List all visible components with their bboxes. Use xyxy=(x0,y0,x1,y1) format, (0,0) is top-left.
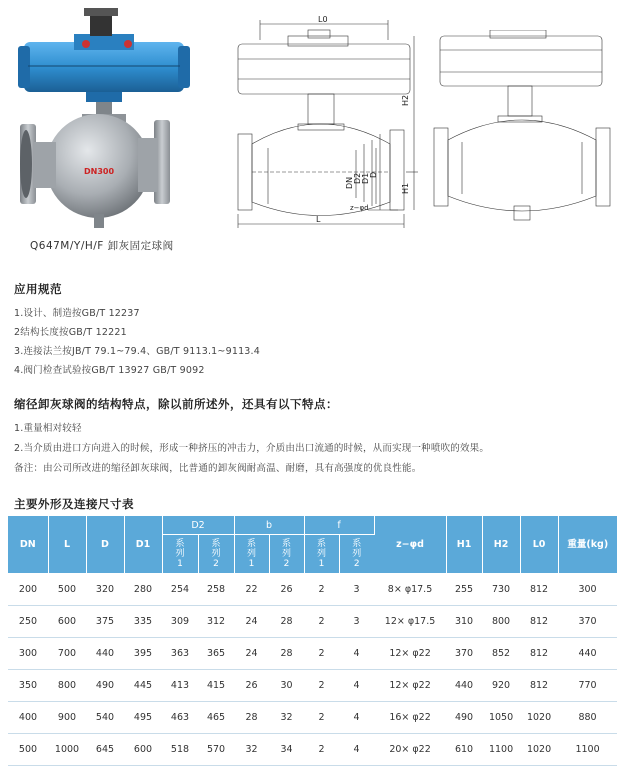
table-cell: 350 xyxy=(8,670,48,702)
dimension-table xyxy=(8,516,617,766)
table-cell: 4 xyxy=(339,638,374,670)
subheader-series-2: 系列2 xyxy=(198,535,234,574)
table-cell: 280 xyxy=(124,574,162,606)
table-cell: 440 xyxy=(446,670,482,702)
table-cell: 812 xyxy=(520,638,558,670)
table-cell: 335 xyxy=(124,606,162,638)
label-H2: H2 xyxy=(401,94,410,106)
table-cell: 370 xyxy=(446,638,482,670)
table-cell: 309 xyxy=(162,606,198,638)
table-cell: 880 xyxy=(558,702,617,734)
table-cell: 24 xyxy=(234,638,269,670)
table-cell: 570 xyxy=(198,734,234,766)
table-cell: 490 xyxy=(446,702,482,734)
features-title: 缩径卸灰球阀的结构特点，除以前所述外，还具有以下特点： xyxy=(14,397,338,411)
standard-item: 2结构长度按GB/T 12221 xyxy=(14,327,127,338)
subheader-series-1: 系列1 xyxy=(234,535,269,574)
table-cell: 495 xyxy=(124,702,162,734)
table-cell: 920 xyxy=(482,670,520,702)
table-cell: 812 xyxy=(520,606,558,638)
table-cell: 600 xyxy=(48,606,86,638)
subheader-series-1: 系列1 xyxy=(162,535,198,574)
side-view-drawing xyxy=(432,30,612,228)
table-cell: 1100 xyxy=(482,734,520,766)
subheader-series-2: 系列2 xyxy=(339,535,374,574)
label-D1: D1 xyxy=(361,172,370,184)
table-cell: 800 xyxy=(482,606,520,638)
table-cell: 12× φ17.5 xyxy=(374,606,446,638)
table-cell: 463 xyxy=(162,702,198,734)
table-cell: 375 xyxy=(86,606,124,638)
table-cell: 12× φ22 xyxy=(374,638,446,670)
table-cell: 645 xyxy=(86,734,124,766)
label-D: D xyxy=(369,171,378,178)
dimension-drawing xyxy=(228,14,418,230)
table-cell: 440 xyxy=(86,638,124,670)
table-cell: 2 xyxy=(304,574,339,606)
table-cell: 413 xyxy=(162,670,198,702)
table-cell: 852 xyxy=(482,638,520,670)
table-cell: 363 xyxy=(162,638,198,670)
product-caption: Q647M/Y/H/F 卸灰固定球阀 xyxy=(30,240,174,252)
label-zd: z−φd xyxy=(350,204,369,212)
table-cell: 30 xyxy=(269,670,304,702)
col-header-zd: z−φd xyxy=(374,516,446,574)
feature-item: 1.重量相对较轻 xyxy=(14,423,82,434)
table-cell: 28 xyxy=(234,702,269,734)
table-cell: 800 xyxy=(48,670,86,702)
table-cell: 2 xyxy=(304,606,339,638)
table-cell: 1020 xyxy=(520,702,558,734)
table-row xyxy=(8,702,617,734)
table-cell: 3 xyxy=(339,574,374,606)
table-cell: 610 xyxy=(446,734,482,766)
table-cell: 415 xyxy=(198,670,234,702)
table-cell: 2 xyxy=(304,702,339,734)
subheader-series-1: 系列1 xyxy=(304,535,339,574)
label-H1: H1 xyxy=(401,182,410,194)
table-cell: 16× φ22 xyxy=(374,702,446,734)
standard-item: 1.设计、制造按GB/T 12237 xyxy=(14,308,140,319)
table-cell: 490 xyxy=(86,670,124,702)
table-cell: 32 xyxy=(234,734,269,766)
valve-marking: DN300 xyxy=(84,167,115,176)
label-DN: DN xyxy=(345,176,354,189)
table-row xyxy=(8,606,617,638)
table-cell: 370 xyxy=(558,606,617,638)
table-cell: 400 xyxy=(8,702,48,734)
subheader-series-2: 系列2 xyxy=(269,535,304,574)
table-cell: 32 xyxy=(269,702,304,734)
table-cell: 312 xyxy=(198,606,234,638)
table-cell: 900 xyxy=(48,702,86,734)
table-cell: 2 xyxy=(304,670,339,702)
col-header-H1: H1 xyxy=(446,516,482,574)
table-cell: 4 xyxy=(339,734,374,766)
col-header-D1: D1 xyxy=(124,516,162,574)
table-cell: 540 xyxy=(86,702,124,734)
table-cell: 300 xyxy=(8,638,48,670)
table-cell: 4 xyxy=(339,702,374,734)
standard-item: 4.阀门检查试验按GB/T 13927 GB/T 9092 xyxy=(14,365,205,376)
table-cell: 20× φ22 xyxy=(374,734,446,766)
table-cell: 500 xyxy=(8,734,48,766)
table-cell: 28 xyxy=(269,638,304,670)
table-cell: 254 xyxy=(162,574,198,606)
table-cell: 200 xyxy=(8,574,48,606)
col-header-L: L xyxy=(48,516,86,574)
table-cell: 500 xyxy=(48,574,86,606)
col-header-DN: DN xyxy=(8,516,48,574)
table-cell: 365 xyxy=(198,638,234,670)
table-cell: 26 xyxy=(234,670,269,702)
standards-title: 应用规范 xyxy=(14,282,62,296)
table-row xyxy=(8,638,617,670)
table-cell: 3 xyxy=(339,606,374,638)
standard-item: 3.连接法兰按JB/T 79.1~79.4、GB/T 9113.1~9113.4 xyxy=(14,346,261,357)
table-cell: 8× φ17.5 xyxy=(374,574,446,606)
table-cell: 250 xyxy=(8,606,48,638)
col-header-L0: L0 xyxy=(520,516,558,574)
table-cell: 1000 xyxy=(48,734,86,766)
label-L: L xyxy=(316,215,321,224)
table-cell: 770 xyxy=(558,670,617,702)
table-cell: 2 xyxy=(304,734,339,766)
table-cell: 26 xyxy=(269,574,304,606)
table-cell: 445 xyxy=(124,670,162,702)
col-header-D: D xyxy=(86,516,124,574)
feature-item: 2.当介质由进口方向进入的时候，形成一种挤压的冲击力，介质由出口流通的时候，从而实现一种喷吹的效果。 xyxy=(14,443,490,454)
col-header-weight: 重量(kg) xyxy=(558,516,617,574)
col-header-f: f xyxy=(304,516,374,535)
table-cell: 1020 xyxy=(520,734,558,766)
table-cell: 310 xyxy=(446,606,482,638)
table-row xyxy=(8,734,617,766)
table-cell: 28 xyxy=(269,606,304,638)
valve-photo xyxy=(14,6,194,236)
table-row xyxy=(8,670,617,702)
table-cell: 465 xyxy=(198,702,234,734)
table-cell: 2 xyxy=(304,638,339,670)
table-cell: 24 xyxy=(234,606,269,638)
table-cell: 4 xyxy=(339,670,374,702)
col-header-H2: H2 xyxy=(482,516,520,574)
table-row xyxy=(8,574,617,606)
table-title: 主要外形及连接尺寸表 xyxy=(14,497,134,511)
table-cell: 22 xyxy=(234,574,269,606)
table-cell: 812 xyxy=(520,574,558,606)
table-body xyxy=(8,574,617,766)
valve-ball-body xyxy=(46,114,150,218)
table-cell: 1100 xyxy=(558,734,617,766)
col-header-b: b xyxy=(234,516,304,535)
table-cell: 1050 xyxy=(482,702,520,734)
label-D2: D2 xyxy=(353,172,362,184)
col-header-D2: D2 xyxy=(162,516,234,535)
table-cell: 34 xyxy=(269,734,304,766)
table-cell: 258 xyxy=(198,574,234,606)
table-cell: 255 xyxy=(446,574,482,606)
table-cell: 440 xyxy=(558,638,617,670)
table-cell: 12× φ22 xyxy=(374,670,446,702)
table-cell: 812 xyxy=(520,670,558,702)
table-cell: 320 xyxy=(86,574,124,606)
table-cell: 518 xyxy=(162,734,198,766)
table-cell: 395 xyxy=(124,638,162,670)
label-L0: L0 xyxy=(318,15,328,24)
table-cell: 730 xyxy=(482,574,520,606)
feature-note: 备注：由公司所改进的缩径卸灰球阀，比普通的卸灰阀耐高温、耐磨，具有高强度的优良性能。 xyxy=(14,463,422,474)
table-cell: 300 xyxy=(558,574,617,606)
table-cell: 700 xyxy=(48,638,86,670)
table-cell: 600 xyxy=(124,734,162,766)
